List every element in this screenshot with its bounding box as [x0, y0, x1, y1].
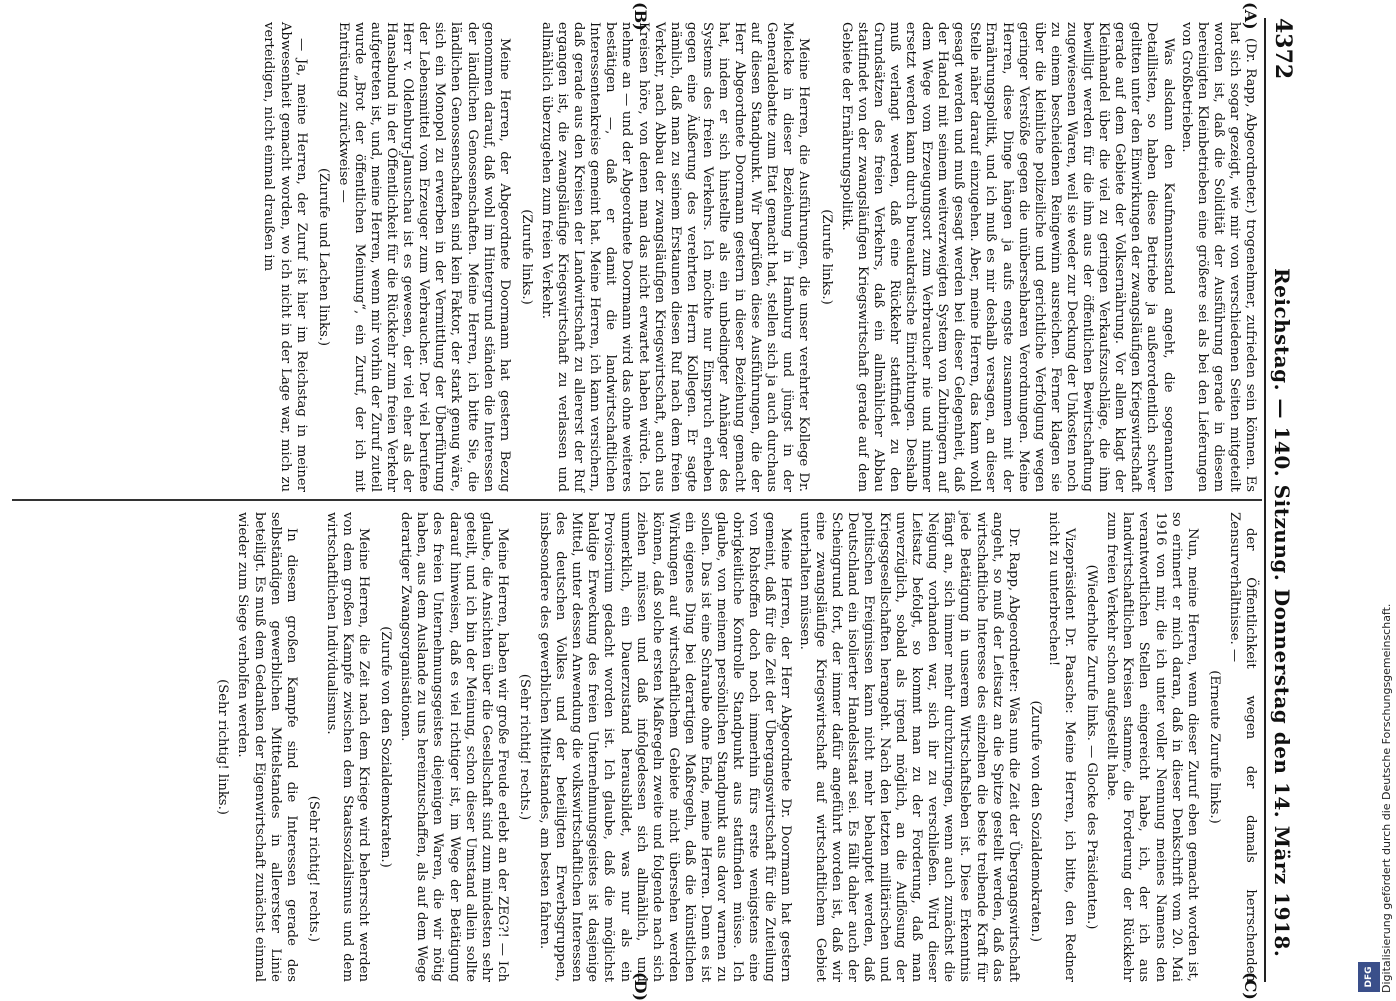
- column-divider: [12, 499, 1262, 501]
- interjection: (Sehr richtig! links.): [215, 679, 231, 815]
- page-number: 4372: [1270, 18, 1296, 80]
- interjection: (Zurufe links.): [518, 209, 534, 305]
- paragraph: Meine Herren, die Ausführungen, die unser verehrter Kollege Dr. Mielcke in dieser Beziehung in Hamburg und jüngst in der Generaldebatte zum Etat gemacht hat, stellen sich ja auch durchaus auf diesen Standpunkt. Wir begrüßen diese Ausführungen, die der Herr Abgeordnete Doormann gestern in dieser Beziehung gemacht hat, indem er sich hinstellte als ein unbedingter Anhänger des Systems des freien Verkehrs. Ich möchte nur Einspruch erheben gegen eine Äußerung des verehrten Herrn Kollegen. Er sagte nämlich, daß man zu seinem Erstaunen diesen Ruf nach dem freien Verkehr, nach Abbau der zwangsläufigen Kriegswirtschaft, auch aus Kreisen höre, von denen man das nicht erwartet haben würde. Ich nehme an — und der Abgeordnete Doormann wird das ohne weiteres bestätigen —, daß er damit die landwirtschaftlichen Interessentenkreise gemeint hat. Meine Herren, ich kann versichern, daß gerade aus den Kreisen der Landwirtschaft zu allererst der Ruf ergangen ist, die zwangsläufige Kriegswirtschaft zu verlassen und allmählich überzugehen zum freien Verkehr.: [538, 22, 812, 492]
- page-header: [1268, 18, 1298, 982]
- interjection: (Zurufe links.): [818, 209, 834, 305]
- paragraph: Meine Herren, der Abgeordnete Doormann hat gestern Bezug genommen darauf, daß wohl im Hintergrund ständen die Interessen der ländlichen Genossenschaften. Meine Herren, ich bitte Sie, die ländlichen Genossenschaften sind kein Faktor, der stark genug wäre, sich ein Monopol zu erwerben in der Vermittlung der Überführung der Lebensmittel vom Erzeuger zum Verbraucher. Der viel berufene Herr v. Oldenburg-Januschau ist es gewesen, der viel eher als der Hansabund in der Öffentlichkeit für die Rückkehr zum freien Verkehr aufgetreten ist, und, meine Herren, wenn mir vorhin der Zuruf zuteil wurde „Brot der öffentlichen Meinung“, ein Zuruf, der ich mit Entrüstung zurückweise —: [335, 22, 512, 492]
- paragraph: In diesem großen Kampfe sind die Interessen gerade des selbständigen gewerblichen Mittelstandes in allererster Linie beteiligt. Es muß dem Gedanken der Eigenwirtschaft zunächst einmal wieder zum Siege verholfen werden.: [235, 512, 299, 982]
- margin-mark-b: (B): [631, 2, 650, 31]
- margin-mark-c: (C): [1241, 972, 1260, 1000]
- paragraph: Was alsdann den Kaufmannsstand angeht, die sogenannten Detaillisten, so haben diese Betriebe ja außerordentlich schwer gelitten unter den Einwirkungen der zwangsläufigen Kriegswirtschaft gerade auf dem Gebiete der Volksernährung. Vor allem klagt der Kleinhandel über die viel zu geringen Verkaufszuschläge, die ihm bewilligt werden für die ihm aus der öffentlichen Bewirtschaftung zugewiesenen Waren, weil sie weder zur Deckung der Unkosten noch zu einem bescheidenen Reingewinn ausreichen. Ferner klagen sie über die kleinliche polizeiliche und gerichtliche Verfolgung wegen geringer Verstöße gegen die unübersehbaren Verordnungen. Meine Herren, diese Dinge hängen ja aufs engste zusammen mit der Ernährungspolitik, und ich muß es mir deshalb versagen, an dieser Stelle näher darauf einzugehen. Aber, meine Herren, das kann wohl gesagt werden und muß gesagt werden bei dieser Gelegenheit, daß der Handel mit seinem weitverzweigten System von Zubringern auf dem Wege vom Erzeugungsort zum Verbraucher nie und nimmer ersetzt werden kann durch bureaukratische Einrichtungen. Deshalb muß verlangt werden, daß eine Rückkehr stattfindet zu den Grundsätzen des freien Verkehrs, daß ein allmählicher Abbau stattfindet von der zwangsläufigen Kriegswirtschaft gerade auf dem Gebiete der Ernährungspolitik.: [838, 22, 1176, 492]
- paragraph: (Dr. Rapp, Abgeordneter.) trogenehmer, zufrieden sein können. Es hat sich sogar gezeigt, wie mir von verschiedenen Seiten mitgeteilt worden ist, daß die Solidität der Ausführung gerade in diesem bereinigten Kleinbetrieben eine größere sei als bei den Lieferungen von Großbetrieben.: [1178, 22, 1258, 492]
- paragraph: — Ja, meine Herren, der Zuruf ist hier im Reichstag in meiner Abwesenheit gemacht worden, wo ich nicht in der Lage war, mich zu verteidigen, nicht einmal draußen im: [261, 22, 309, 492]
- interjection: (Zurufe von den Sozialdemokraten.): [1027, 700, 1043, 942]
- dfg-logo-text: DFG: [1364, 966, 1374, 988]
- paragraph: Vizepräsident Dr. Paasche: Meine Herren, ich bitte, den Redner nicht zu unterbrechen!: [1045, 512, 1078, 982]
- interjection: (Zurufe von den Sozialdemokraten.): [378, 626, 394, 868]
- interjection: (Zurufe und Lachen links.): [315, 167, 331, 347]
- header-rule: [1264, 18, 1266, 982]
- paragraph: Nun, meine Herren, wenn dieser Zuruf eben gemacht worden ist, so erinnert er mich daran, daß in dieser Denkschrift vom 20. Mai 1916 von mir, die ich unter voller Nennung meines Namens den verantwortlichen Stellen eingereicht habe, ich, der ich aus landwirtschaftlichen Kreisen stamme, die Forderung der Rückkehr zum freien Verkehr schon aufgestellt habe.: [1104, 512, 1200, 982]
- left-column: [18, 22, 1258, 492]
- interjection: (Erneute Zurufe links.): [1206, 670, 1222, 824]
- digitization-note: Digitalisierung gefördert durch die Deutsche Forschungsgemeinschaft.: [1380, 603, 1393, 993]
- right-column: [18, 512, 1258, 982]
- digitization-footnote: [1360, 8, 1393, 993]
- margin-mark-a: (A): [1241, 2, 1260, 30]
- running-title: Reichstag. — 140. Sitzung. Donnerstag den 14. März 1918.: [1270, 268, 1294, 958]
- paragraph: Meine Herren, haben wir große Freude erlebt an der ZEG?! — Ich glaube, die Ansichten über die Gesellschaft sind zum mindesten sehr geteilt, und ich bin der Meinung, schon dieser Umstand allein sollte darauf hinweisen, daß es viel richtiger ist, im Wege der Betätigung des freien Unternehmungsgeistes diejenigen Waren, die wir nötig haben, aus dem Auslande zu uns hereinzuschaffen, als auf dem Wege derartiger Zwangsorganisationen.: [398, 512, 510, 982]
- paragraph: Dr. Rapp, Abgeordneter: Was nun die Zeit der Übergangswirtschaft angeht, so muß der Leitsatz an die Spitze gestellt werden, daß das wirtschaftliche Interesse des einzelnen die beste treibende Kraft für jede Betätigung in unserem Wirtschaftsleben ist. Diese Erkenntnis fängt an, sich immer mehr durchzuringen, wenn auch zunächst die Neigung vorhanden war, sich ihr zu verschließen. Wird dieser Leitsatz befolgt, so kommt man zu der Forderung, daß man unverzüglich, sobald als irgend möglich, an die Auflösung der Kriegsgesellschaften herangeht. Nach den letzten militärischen und politischen Ereignissen kann nicht mehr behauptet werden, daß Deutschland ein isolierter Handelsstaat sei. Es fällt daher auch der Scheingrund fort, der immer dafür angeführt worden ist, daß wir eine zwangsläufige Kriegswirtschaft auf wirtschaftlichem Gebiet unterhalten müssen.: [796, 512, 1021, 982]
- interjection: (Sehr richtig! rechts.): [516, 673, 532, 821]
- interjection: (Sehr richtig! rechts.): [305, 795, 321, 942]
- paragraph: Meine Herren, der Herr Abgeordnete Dr. Doormann hat gestern gemeint, daß für die Zeit der Übergangswirtschaft für die Zuteilung von Rohstoffen doch noch immerhin fürs erste wenigstens eine obrigkeitliche Kontrolle Standpunkt aus stattfinden müsse. Ich glaube, von meinem persönlichen Standpunkt aus davor warnen zu sollen. Das ist eine Schraube ohne Ende, meine Herren. Denn es ist ein eigenes Ding bei derartigen Maßregeln, daß die künstlichen Wirkungen auf wirtschaftlichem Gebiete nicht übersehen werden können, daß solche ersten Maßregeln zweite und folgende nach sich ziehen müssen und daß infolgedessen sich allmählich, und unmerklich, ein Dauerzustand herausbildet, was nur als ein Provisorium gedacht worden ist. Ich glaube, daß die möglichst baldige Erweckung des freien Unternehmungsgeistes ist dasjenige Mittel, unter dessen Anwendung die volkswirtschaftlichen Interessen des deutschen Volkes und der beteiligten Erwerbsgruppen, insbesondere des gewerblichen Mittelstandes, am besten fahren.: [537, 512, 794, 982]
- paragraph: der Öffentlichkeit wegen der damals herrschenden Zensurverhältnisse. —: [1226, 512, 1258, 982]
- dfg-logo: [1358, 962, 1380, 992]
- margin-mark-d: (D): [631, 972, 650, 1001]
- interjection: (Wiederholte Zurufe links. — Glocke des Präsidenten.): [1084, 564, 1100, 930]
- paragraph: Meine Herren, die Zeit nach dem Kriege wird beherrscht werden von dem großen Kampfe zwischen dem Staatssozialismus und dem wirtschaftlichen Individualismus.: [323, 512, 372, 982]
